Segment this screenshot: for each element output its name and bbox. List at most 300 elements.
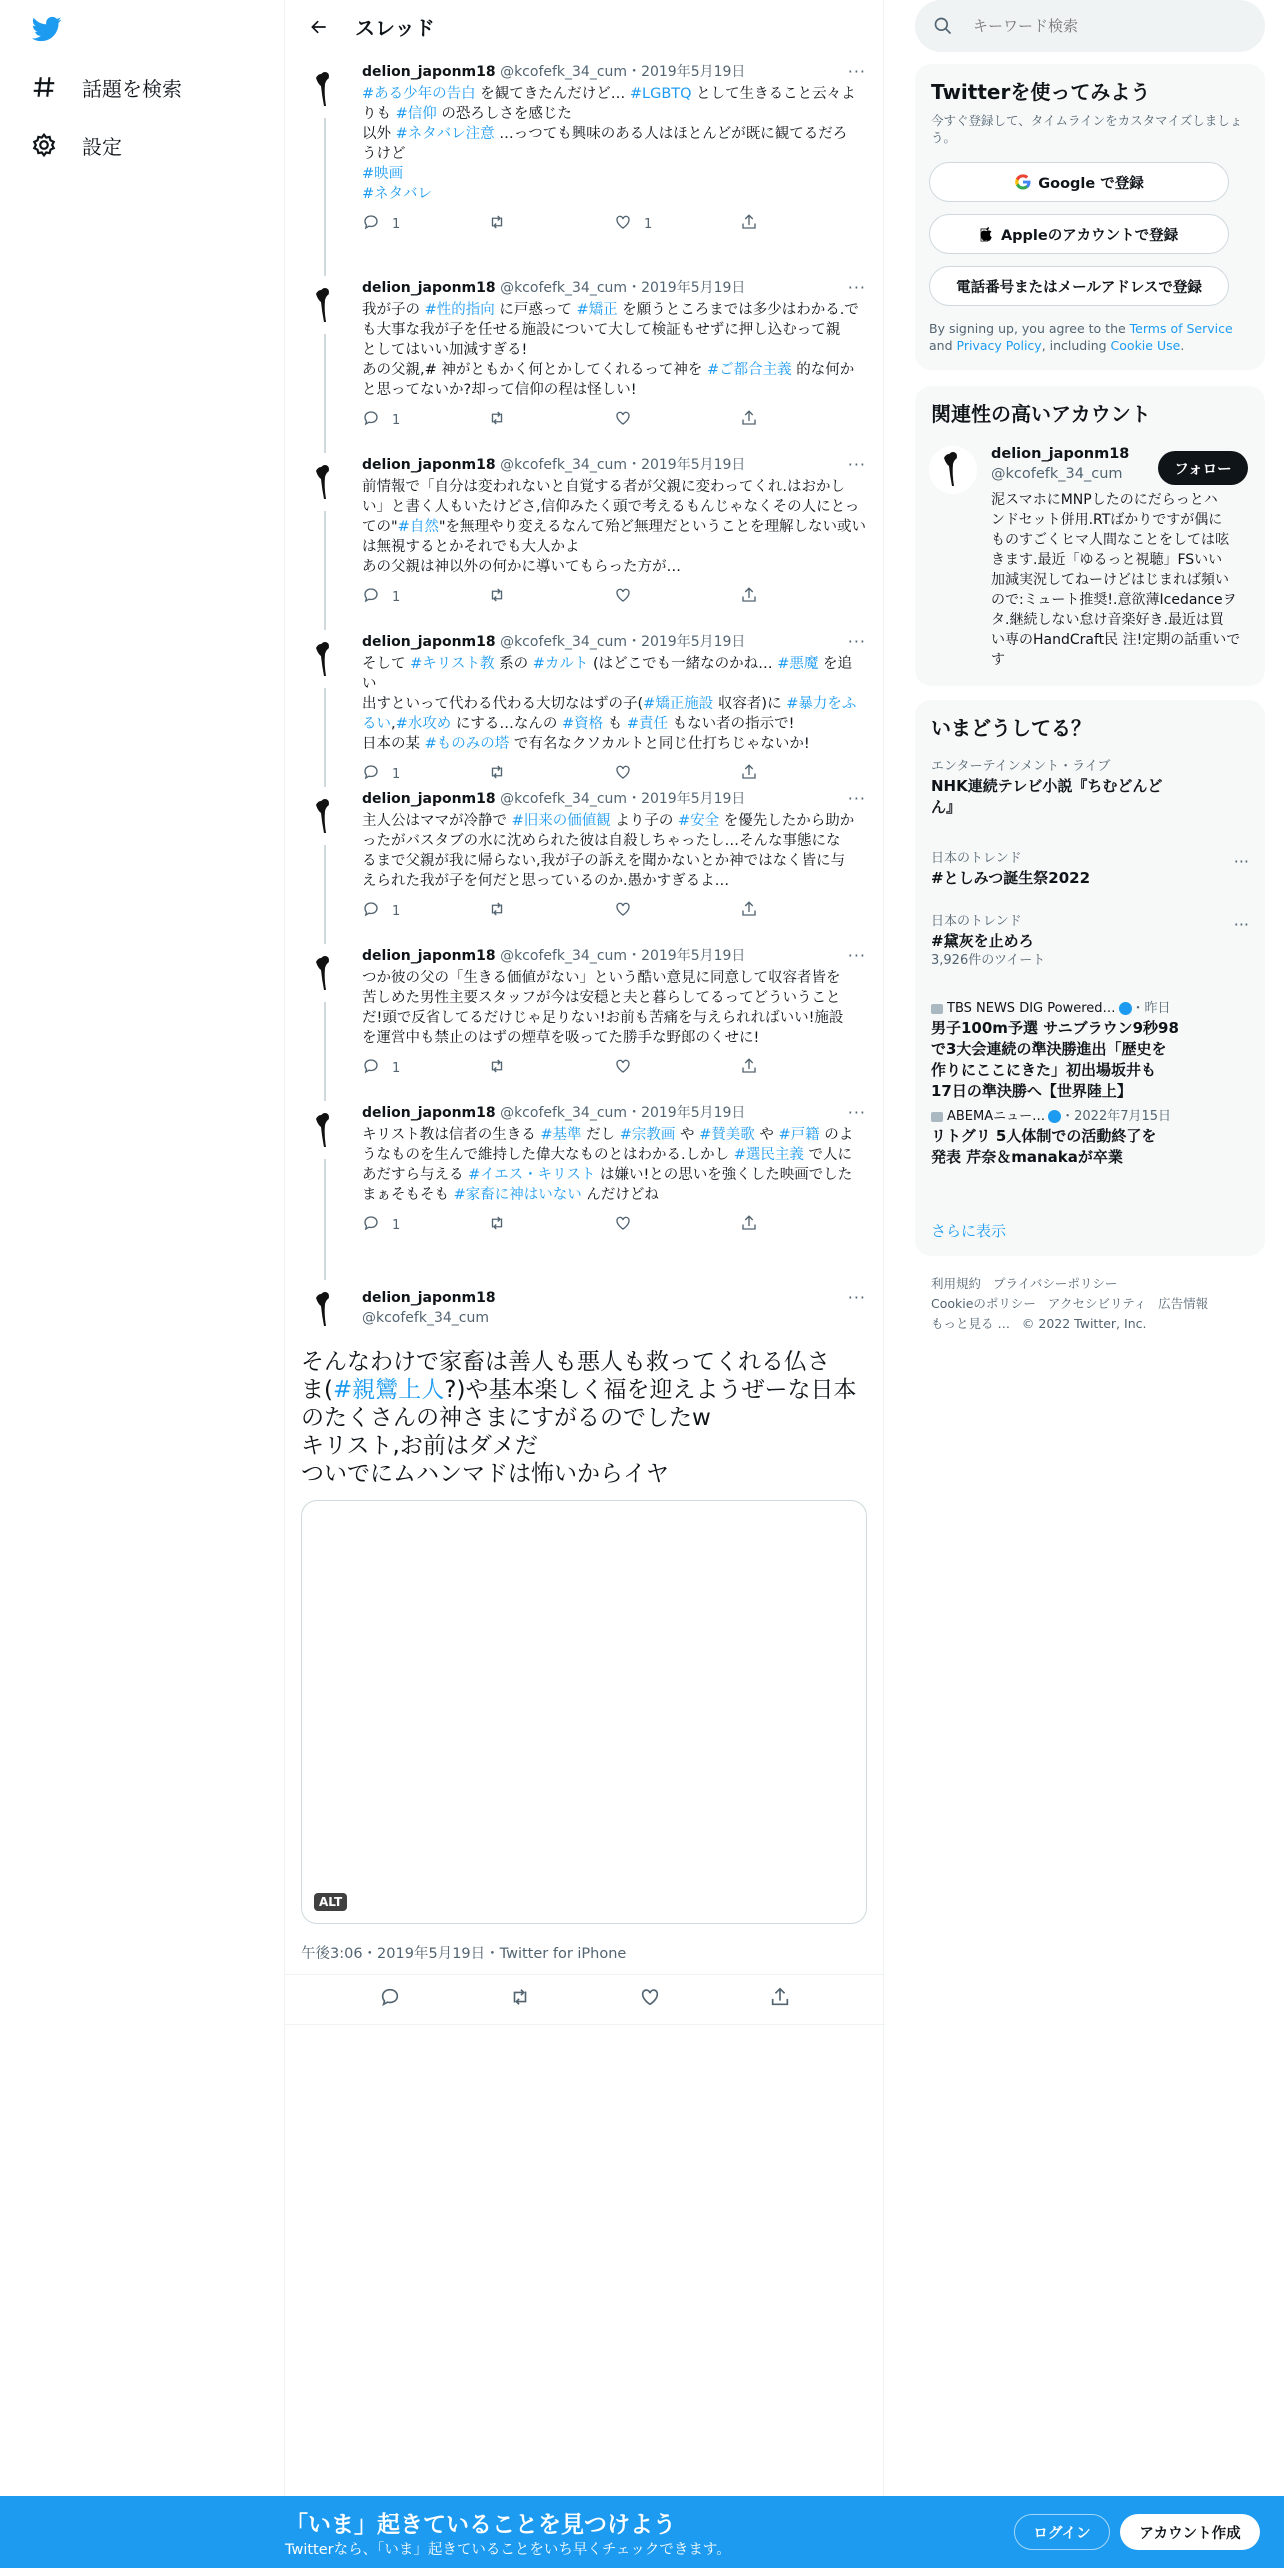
text-segment: もない者の指示で! — [668, 716, 795, 732]
hashtag-link[interactable]: #選民主義 — [733, 1147, 804, 1163]
footer — [931, 1274, 1251, 1334]
search-input[interactable] — [973, 17, 1233, 35]
tweet-timestamp[interactable]: 午後3:06・2019年5月19日・Twitter for iPhone — [301, 1946, 627, 1962]
thread-header — [285, 0, 885, 53]
terms-text — [929, 320, 1254, 354]
google-icon — [1014, 173, 1032, 191]
signup-card — [915, 64, 1265, 370]
share-button[interactable] — [740, 1214, 866, 1236]
thread-connector — [324, 334, 326, 453]
apple-signup-button[interactable] — [929, 214, 1229, 254]
reply-icon — [362, 1214, 392, 1236]
trend-title: 作りにここにきた」初出場坂井も — [931, 1061, 1157, 1079]
bio-line: きます.最近「ゆるっと視聴」FSいい — [991, 552, 1223, 568]
retweet-icon — [488, 213, 518, 235]
text-segment: 苦しめた男性主要スタッフが今は安穏と夫と暮らしてるってどういうこと — [362, 990, 841, 1006]
text-segment: と思ってないか?却って信仰の程は怪しい! — [362, 382, 637, 398]
search-box[interactable] — [915, 0, 1265, 52]
text-segment: 的な何か — [791, 362, 855, 378]
retweet-icon — [488, 586, 518, 608]
text-segment: 前情報で「自分は変われないと自覚する者が父親に変わってくれ.はおかしい」と書く人もいたけどさ,信仰みたく頭で考えるもんじゃなくその人にとっての" — [362, 479, 860, 535]
hashtag-link[interactable]: #LGBTQ — [629, 86, 692, 102]
google-signup-button[interactable] — [929, 162, 1229, 202]
reply-icon — [362, 900, 392, 922]
hashtag-link[interactable]: #悪魔 — [777, 656, 819, 672]
hashtag-link[interactable]: #暴力をふ — [786, 696, 857, 712]
more-options-icon[interactable]: ··· — [847, 1288, 866, 1307]
nav-explore-label: 話題を検索 — [82, 76, 182, 101]
tweet-actions — [362, 1215, 866, 1235]
hashtag-link[interactable]: #イエス・キリスト — [468, 1167, 596, 1183]
text-segment: に戸惑って — [494, 302, 577, 318]
text-segment: としてはいい加減すぎる! — [362, 342, 528, 358]
tweet-date[interactable]: 2019年5月19日 — [641, 634, 746, 650]
like-icon — [614, 1057, 644, 1079]
author-handle[interactable]: @kcofefk_34_cum — [500, 791, 628, 807]
more-options-icon[interactable]: ··· — [847, 278, 866, 297]
search-icon — [933, 16, 953, 36]
bottom-banner — [0, 2496, 1284, 2568]
like-button[interactable] — [614, 900, 740, 922]
nav-settings-label: 設定 — [82, 134, 122, 159]
trend-title: NHK連続テレビ小説『ちむどんど — [931, 777, 1163, 795]
author-name[interactable]: delion_japonm18 — [362, 64, 496, 80]
news-source: ABEMAニュー… ・2022年7月15日 — [931, 1108, 1249, 1126]
bio-line: 加減実況してねーけどはじまれば頻い — [991, 572, 1229, 588]
text-segment: あの父親は神以外の何かに導いてもらった方が… — [362, 559, 681, 575]
hashtag-link[interactable]: #水攻め — [395, 716, 452, 732]
share-icon — [740, 763, 770, 785]
hashtag-link[interactable]: #矯正 — [576, 302, 618, 318]
retweet-icon — [488, 763, 518, 785]
avatar[interactable] — [301, 282, 349, 330]
tweet-text — [301, 1348, 871, 1488]
hashtag-link[interactable]: #性的指向 — [424, 302, 495, 318]
text-segment: も — [603, 716, 627, 732]
hashtag-link[interactable]: #安全 — [677, 813, 720, 829]
page-title: スレッド — [355, 16, 435, 40]
footer-link-more[interactable]: もっと見る … — [931, 1316, 1010, 1331]
author-handle[interactable]: @kcofefk_34_cum — [500, 1105, 628, 1121]
reply-count: 1 — [392, 412, 401, 428]
show-more-link[interactable]: さらに表示 — [931, 1222, 1007, 1240]
text-segment: として生きること云々よ — [691, 86, 856, 102]
trend-title: で3大会連続の準決勝進出「歴史を — [931, 1040, 1167, 1058]
avatar[interactable] — [301, 1286, 349, 1334]
retweet-icon — [488, 1214, 518, 1236]
text-segment: んだけどね — [581, 1187, 659, 1203]
share-icon — [740, 213, 770, 235]
hashtag-link[interactable]: #旧来の価値観 — [511, 813, 611, 829]
reply-icon[interactable] — [379, 1986, 401, 2012]
text-segment: ついでにムハンマドは怖いからイヤ — [301, 1461, 669, 1487]
bio-line: す — [991, 652, 1005, 668]
more-options-icon[interactable]: ··· — [847, 789, 866, 808]
hashtag-link[interactable]: #賛美歌 — [699, 1127, 755, 1143]
hashtag-link[interactable]: #矯正施設 — [643, 696, 714, 712]
like-icon[interactable] — [639, 1986, 661, 2012]
tweet-actions — [362, 410, 866, 430]
trend-item[interactable] — [931, 758, 1249, 818]
author-name[interactable]: delion_japonm18 — [362, 457, 496, 473]
thread-connector — [324, 845, 326, 944]
text-segment: ったがバスタブの水に沈められた彼は自殺しちゃったし…そんな事態にな — [362, 833, 841, 849]
thread-tweet[interactable]: delion_japonm18 @kcofefk_34_cum・2019年5月19日 ··· #ある少年の告白 を観てきたんだけど… #LGBTQ として生きること云々よ りも #信仰 の恐ろしさを感じた 以外 #ネタバレ注意 …っつても興味のある人はほとんどが既に観てるだろ うけど #映画 #ネタバレ 1 1 — [285, 62, 885, 278]
tweet-text — [362, 811, 866, 891]
follow-button[interactable]: フォロー — [1158, 451, 1248, 485]
like-icon — [614, 1214, 644, 1236]
avatar[interactable] — [301, 66, 349, 114]
text-segment: のたくさんの神さまにすがるのでしたw — [301, 1405, 711, 1431]
text-segment: 系の — [494, 656, 533, 672]
text-segment: を運営中も禁止のはずの煙草を吸ってた勝手な野郎のくせに! — [362, 1030, 760, 1046]
terms-period: . — [1180, 338, 1185, 353]
avatar[interactable] — [301, 950, 349, 998]
more-options-icon[interactable]: ··· — [847, 946, 866, 965]
text-segment: キリスト,お前はダメだ — [301, 1433, 538, 1459]
hashtag-link[interactable]: #自然 — [397, 519, 439, 535]
terms-including: , including — [1041, 338, 1111, 353]
like-icon — [614, 900, 644, 922]
like-button[interactable] — [614, 213, 740, 235]
text-segment: つか彼の父の「生きる価値がない」という酷い意見に同意して収容者皆を — [362, 970, 841, 986]
apple-signup-label: Appleのアカウントで登録 — [996, 227, 1174, 244]
text-segment: だし — [581, 1127, 620, 1143]
text-segment: , — [391, 716, 396, 732]
retweet-button[interactable] — [488, 213, 614, 235]
author-name[interactable]: delion_japonm18 — [362, 1105, 496, 1121]
text-segment: ま( — [301, 1377, 333, 1403]
thread-connector — [324, 688, 326, 787]
reply-count: 1 — [392, 766, 401, 782]
trends-card — [915, 700, 1265, 1256]
text-segment: のよ — [819, 1127, 854, 1143]
thread-connector — [324, 1159, 326, 1280]
tweet-actions — [362, 214, 866, 234]
terms-prefix: By signing up, you agree to the — [929, 321, 1130, 336]
phone-signup-label: 電話番号またはメールアドレスで登録 — [956, 279, 1202, 296]
hashtag-link[interactable]: #責任 — [626, 716, 669, 732]
like-button[interactable] — [614, 763, 740, 785]
news-source: TBS NEWS DIG Powered… ・昨日 — [931, 1000, 1249, 1018]
thread-connector — [324, 1002, 326, 1101]
text-segment: 出すといって代わる代わる大切なはずの子( — [362, 696, 644, 712]
related-avatar[interactable] — [929, 446, 977, 494]
like-icon — [614, 213, 644, 235]
tweet-text — [362, 477, 866, 577]
google-signup-label: Google で登録 — [1038, 175, 1144, 192]
trend-count: 3,926件のツイート — [931, 953, 1046, 968]
related-name[interactable]: delion_japonm18 — [991, 446, 1130, 462]
share-button[interactable] — [740, 900, 866, 922]
alt-badge[interactable]: ALT — [314, 1893, 347, 1911]
login-button[interactable]: ログイン — [1014, 2514, 1110, 2550]
text-segment: えられた我が子を何だと思っているのか.愚かすぎるよ… — [362, 873, 730, 889]
retweet-icon — [488, 900, 518, 922]
like-icon — [614, 586, 644, 608]
retweet-button[interactable] — [488, 763, 614, 785]
hashtag-link[interactable]: るい — [362, 716, 391, 732]
tweet-actions — [362, 764, 866, 784]
more-options-icon[interactable]: ··· — [847, 632, 866, 651]
text-segment: を願うところまでは多少はわかる.で — [617, 302, 859, 318]
trend-title: 発表 芹奈＆manakaが卒業 — [931, 1148, 1123, 1166]
share-icon — [740, 1214, 770, 1236]
copyright: © 2022 Twitter, Inc. — [1021, 1316, 1147, 1331]
text-segment: を観てきたんだけど… — [475, 86, 630, 102]
verified-icon — [1048, 1110, 1061, 1123]
footer-link-ads[interactable]: 広告情報 — [1158, 1296, 1209, 1311]
retweet-button[interactable] — [488, 1214, 614, 1236]
trend-title: #としみつ誕生祭2022 — [931, 869, 1091, 887]
more-options-icon[interactable]: ··· — [1233, 852, 1249, 871]
author-handle[interactable]: @kcofefk_34_cum — [500, 280, 628, 296]
share-icon — [740, 409, 770, 431]
share-icon[interactable] — [769, 1986, 791, 2012]
reply-count: 1 — [392, 589, 401, 605]
bio-line: ので:ミュート推奨!.意欲薄Icedanceヲ — [991, 592, 1237, 608]
text-segment: …っつても興味のある人はほとんどが既に観てるだろ — [494, 126, 848, 142]
retweet-button[interactable] — [488, 586, 614, 608]
retweet-button[interactable] — [488, 409, 614, 431]
text-segment: にする…なんの — [451, 716, 562, 732]
cookie-link[interactable]: Cookie Use — [1110, 338, 1181, 353]
trend-title: 17日の準決勝へ【世界陸上】 — [931, 1082, 1132, 1100]
twitter-logo-icon[interactable] — [30, 14, 64, 44]
reply-button[interactable] — [362, 763, 488, 785]
like-count: 1 — [644, 216, 653, 232]
trend-category: 日本のトレンド — [931, 914, 1022, 929]
focused-actions — [285, 1974, 885, 2024]
signup-button[interactable]: アカウント作成 — [1120, 2514, 1260, 2550]
share-icon — [740, 586, 770, 608]
reply-icon — [362, 409, 392, 431]
reply-button[interactable] — [362, 900, 488, 922]
tweet-media[interactable] — [301, 1500, 867, 1924]
tweet-date[interactable]: 2019年5月19日 — [641, 948, 746, 964]
tweet-text — [362, 968, 866, 1048]
retweet-button[interactable] — [488, 900, 614, 922]
more-options-icon[interactable]: ··· — [1233, 915, 1249, 934]
share-button[interactable] — [740, 213, 866, 235]
text-segment: あの父親,# 神がともかく何とかしてくれるって神を — [362, 362, 707, 378]
share-button[interactable] — [740, 1057, 866, 1079]
footer-link-accessibility[interactable]: アクセシビリティ — [1047, 1296, 1147, 1311]
trend-title: リトグリ 5人体制での活動終了を — [931, 1127, 1157, 1145]
hashtag-link[interactable]: #親鸞上人 — [332, 1377, 445, 1403]
signup-subtitle: 今すぐ登録して、タイムラインをカスタマイズしましょう。 — [931, 113, 1243, 145]
share-icon — [740, 900, 770, 922]
more-options-icon[interactable]: ··· — [847, 62, 866, 81]
text-segment: だ!頭で反省してるだけじゃ足りない!お前も苦痛を与えられればいい!施設 — [362, 1010, 844, 1026]
reply-icon — [362, 213, 392, 235]
reply-button[interactable] — [362, 1214, 488, 1236]
trend-item[interactable] — [931, 1000, 1249, 1102]
retweet-icon — [488, 1057, 518, 1079]
footer-link-privacy[interactable]: プライバシーポリシー — [992, 1276, 1118, 1291]
text-segment: 収容者)に — [713, 696, 787, 712]
retweet-icon — [488, 409, 518, 431]
text-segment: 日本の某 — [362, 736, 425, 752]
share-icon — [740, 1057, 770, 1079]
thread-connector — [324, 511, 326, 630]
like-icon — [614, 409, 644, 431]
tweet-date[interactable]: 2019年5月19日 — [641, 791, 746, 807]
like-button[interactable] — [614, 1214, 740, 1236]
retweet-button[interactable] — [488, 1057, 614, 1079]
like-button[interactable] — [614, 1057, 740, 1079]
tweet-text — [362, 1125, 866, 1205]
hashtag-link[interactable]: #基準 — [540, 1127, 582, 1143]
text-segment: キリスト教は信者の生きる — [362, 1127, 541, 1143]
text-segment: や — [675, 1127, 700, 1143]
text-segment: うけど — [362, 146, 406, 162]
text-segment: の恐ろしさを感じた — [436, 106, 572, 122]
tweet-date[interactable]: 2019年5月19日 — [641, 280, 746, 296]
related-handle[interactable]: @kcofefk_34_cum — [991, 466, 1123, 482]
author-name[interactable]: delion_japonm18 — [362, 634, 496, 650]
text-segment: そんなわけで家畜は善人も悪人も救ってくれる仏さ — [301, 1349, 830, 1375]
back-arrow-icon[interactable] — [301, 9, 337, 45]
hashtag-link[interactable]: #家畜に神はいない — [453, 1187, 582, 1203]
hashtag-link[interactable]: #ものみの塔 — [424, 736, 510, 752]
thread-tweet[interactable]: delion_japonm18 @kcofefk_34_cum・2019年5月19日 ··· キリスト教は信者の生きる #基準 だし #宗教画 や #賛美歌 や #戸籍 のよ うなものを生んで維持した偉大なものとはわかる.しかし #選民主義 で人に あだすら与える #イエス・キリスト は嫌い!との思いを強くした映画でした まぁそもそも #家畜に神はいない んだけどね 1 — [285, 1103, 885, 1282]
main-column — [284, 0, 884, 2568]
hashtag-link[interactable]: #キリスト教 — [410, 656, 495, 672]
trend-title: #黛灰を止めろ — [931, 932, 1034, 950]
text-segment: を追い — [362, 656, 852, 692]
author-handle[interactable]: @kcofefk_34_cum — [500, 634, 628, 650]
text-segment: そして — [362, 656, 411, 672]
trend-title: 男子100m予選 サニブラウン9秒98 — [931, 1019, 1179, 1037]
reply-count: 1 — [392, 1217, 401, 1233]
tweet-date[interactable]: 2019年5月19日 — [641, 64, 746, 80]
hashtag-link[interactable]: #信仰 — [395, 106, 437, 122]
tweet-date[interactable]: 2019年5月19日 — [641, 1105, 746, 1121]
trend-category: エンターテインメント・ライブ — [931, 759, 1111, 774]
reply-icon — [362, 586, 392, 608]
avatar[interactable] — [301, 1107, 349, 1155]
author-name[interactable]: delion_japonm18 — [362, 1290, 496, 1306]
tweet-actions — [362, 587, 866, 607]
share-button[interactable] — [740, 409, 866, 431]
trend-item[interactable] — [931, 913, 1249, 970]
phone-email-signup-button[interactable] — [929, 266, 1229, 306]
like-button[interactable] — [614, 409, 740, 431]
hashtag-link[interactable]: #映画 — [362, 166, 404, 182]
thread-tweet[interactable]: delion_japonm18 @kcofefk_34_cum・2019年5月19日 ··· そして #キリスト教 系の #カルト (はどこでも一緒なのかね… #悪魔 を追い 出すといって代わる代わる大切なはずの子(#矯正施設 収容者)に #暴力をふ るい,#水攻め にする…なんの #資格 も #責任 もない者の指示で! 日本の某 #ものみの塔 で有名なクソカルトと同じ仕打ちじゃないか! 1 — [285, 632, 885, 789]
more-options-icon[interactable]: ··· — [847, 455, 866, 474]
reply-icon — [362, 763, 392, 785]
reply-button[interactable] — [362, 1057, 488, 1079]
avatar[interactable] — [301, 793, 349, 841]
related-title: 関連性の高いアカウント — [931, 402, 1151, 426]
like-button[interactable] — [614, 586, 740, 608]
tweet-date[interactable]: 2019年5月19日 — [641, 457, 746, 473]
hashtag-link[interactable]: #宗教画 — [619, 1127, 676, 1143]
more-options-icon[interactable]: ··· — [847, 1103, 866, 1122]
text-segment: うなものを生んで維持した偉大なものとはわかる.しかし — [362, 1147, 734, 1163]
text-segment: 以外 — [362, 126, 396, 142]
nav-settings[interactable] — [30, 125, 122, 165]
apple-logo-icon — [979, 226, 995, 242]
text-segment: より子の — [610, 813, 678, 829]
footer-link-terms[interactable]: 利用規約 — [931, 1276, 982, 1291]
avatar[interactable] — [301, 636, 349, 684]
nav-explore[interactable] — [30, 67, 182, 107]
hashtag-link[interactable]: #ネタバレ注意 — [395, 126, 495, 142]
author-handle[interactable]: @kcofefk_34_cum — [500, 64, 628, 80]
hashtag-link[interactable]: #資格 — [561, 716, 604, 732]
share-button[interactable] — [740, 586, 866, 608]
text-segment: るまで父親が我に帰らない,我が子の訴えを聞かないとか神ではなく皆に与 — [362, 853, 846, 869]
author-name[interactable]: delion_japonm18 — [362, 948, 496, 964]
hashtag-link[interactable]: #カルト — [532, 656, 589, 672]
author-handle[interactable]: @kcofefk_34_cum — [362, 1310, 489, 1326]
banner-subtitle: Twitterなら、「いま」起きていることをいち早くチェックできます。 — [285, 2542, 731, 2558]
tweet-text — [362, 654, 866, 754]
thread-tweet[interactable]: delion_japonm18 @kcofefk_34_cum・2019年5月19日 ··· 主人公はママが冷静で #旧来の価値観 より子の #安全 を優先したから助か ったがバスタブの水に沈められた彼は自殺しちゃったし…そんな事態にな るまで父親が我に帰らない,我が子の訴えを聞かないとか神ではなく皆に与 えられた我が子を何だと思っているのか.愚かすぎるよ… 1 — [285, 789, 885, 946]
bio-line: タ.継続しない怠け音楽好き.最近は買 — [991, 612, 1224, 628]
hashtag-link[interactable]: #ネタバレ — [362, 186, 433, 202]
gear-icon — [30, 131, 58, 159]
source-logo-icon — [931, 1004, 943, 1014]
text-segment: "を無理やり変えるなんて殆ど無理だということを理解しない或いは無視するとかそれでも大人かよ — [362, 519, 866, 555]
hashtag-link[interactable]: #ある少年の告白 — [362, 86, 476, 102]
related-accounts-card — [915, 386, 1265, 686]
text-segment: まぁそもそも — [362, 1187, 454, 1203]
reply-button[interactable] — [362, 409, 488, 431]
hashtag-link[interactable]: #ご都合主義 — [706, 362, 792, 378]
trend-category: 日本のトレンド — [931, 851, 1022, 866]
author-handle[interactable]: @kcofefk_34_cum — [500, 948, 628, 964]
author-name[interactable]: delion_japonm18 — [362, 791, 496, 807]
tweet-actions — [362, 901, 866, 921]
thread-tweet[interactable]: delion_japonm18 @kcofefk_34_cum・2019年5月19日 ··· つか彼の父の「生きる価値がない」という酷い意見に同意して収容者皆を 苦しめた男性主要スタッフが今は安穏と夫と暮らしてるってどういうこと だ!頭で反省してるだけじゃ足りない!お前も苦痛を与えられればいい!施設 を運営中も禁止のはずの煙草を吸ってた勝手な野郎のくせに! 1 — [285, 946, 885, 1103]
text-segment: で有名なクソカルトと同じ仕打ちじゃないか! — [509, 736, 810, 752]
retweet-icon[interactable] — [509, 1986, 531, 2012]
tweet-text — [362, 84, 866, 204]
avatar[interactable] — [301, 459, 349, 507]
privacy-link[interactable]: Privacy Policy — [956, 338, 1042, 353]
tweet-actions — [362, 1058, 866, 1078]
bio-line: 泥スマホにMNPしたのにだらっとハ — [991, 492, 1218, 508]
reply-count: 1 — [392, 216, 401, 232]
trend-title: ん』 — [931, 798, 962, 816]
text-segment: ?)や基本楽しく福を迎えようぜーな日本 — [444, 1377, 857, 1403]
text-segment: あだすら与える — [362, 1167, 469, 1183]
footer-link-cookie[interactable]: Cookieのポリシー — [931, 1296, 1036, 1311]
thread-connector — [324, 118, 326, 276]
bio-line: ものすごくヒマ人間なことをしては呟 — [991, 532, 1229, 548]
author-name[interactable]: delion_japonm18 — [362, 280, 496, 296]
text-segment: も大事な我が子を任せる施設について大して検証もせずに押し込むって親 — [362, 322, 841, 338]
trend-item[interactable] — [931, 1108, 1249, 1168]
trend-item[interactable] — [931, 850, 1249, 889]
reply-button[interactable] — [362, 586, 488, 608]
tweet-text — [362, 300, 866, 400]
thread-tweet[interactable]: delion_japonm18 @kcofefk_34_cum・2019年5月19日 ··· 前情報で「自分は変われないと自覚する者が父親に変わってくれ.はおかしい」と書く人もいたけどさ,信仰みたく頭で考えるもんじゃなくその人にとっての"#自然"を無理やり変えるなんて殆ど無理だということを理解しない或いは無視するとかそれでも大人かよ あの父親は神以外の何かに導いてもらった方が… 1 — [285, 455, 885, 632]
reply-button[interactable] — [362, 213, 488, 235]
share-button[interactable] — [740, 763, 866, 785]
hashtag-link[interactable]: #戸籍 — [778, 1127, 820, 1143]
banner-title: 「いま」起きていることを見つけよう — [285, 2512, 676, 2538]
bio-line: ンドセット併用.RTばかりですが偶に — [991, 512, 1223, 528]
author-handle[interactable]: @kcofefk_34_cum — [500, 457, 628, 473]
terms-link[interactable]: Terms of Service — [1129, 321, 1233, 336]
thread-tweet[interactable]: delion_japonm18 @kcofefk_34_cum・2019年5月19日 ··· 我が子の #性的指向 に戸惑って #矯正 を願うところまでは多少はわかる.で も大事な我が子を任せる施設について大して検証もせずに押し込むって親 としてはいい加減すぎる! あの父親,# 神がともかく何とかしてくれるって神を #ご都合主義 的な何か と思ってないか?却って信仰の程は怪しい! 1 — [285, 278, 885, 455]
reply-count: 1 — [392, 903, 401, 919]
